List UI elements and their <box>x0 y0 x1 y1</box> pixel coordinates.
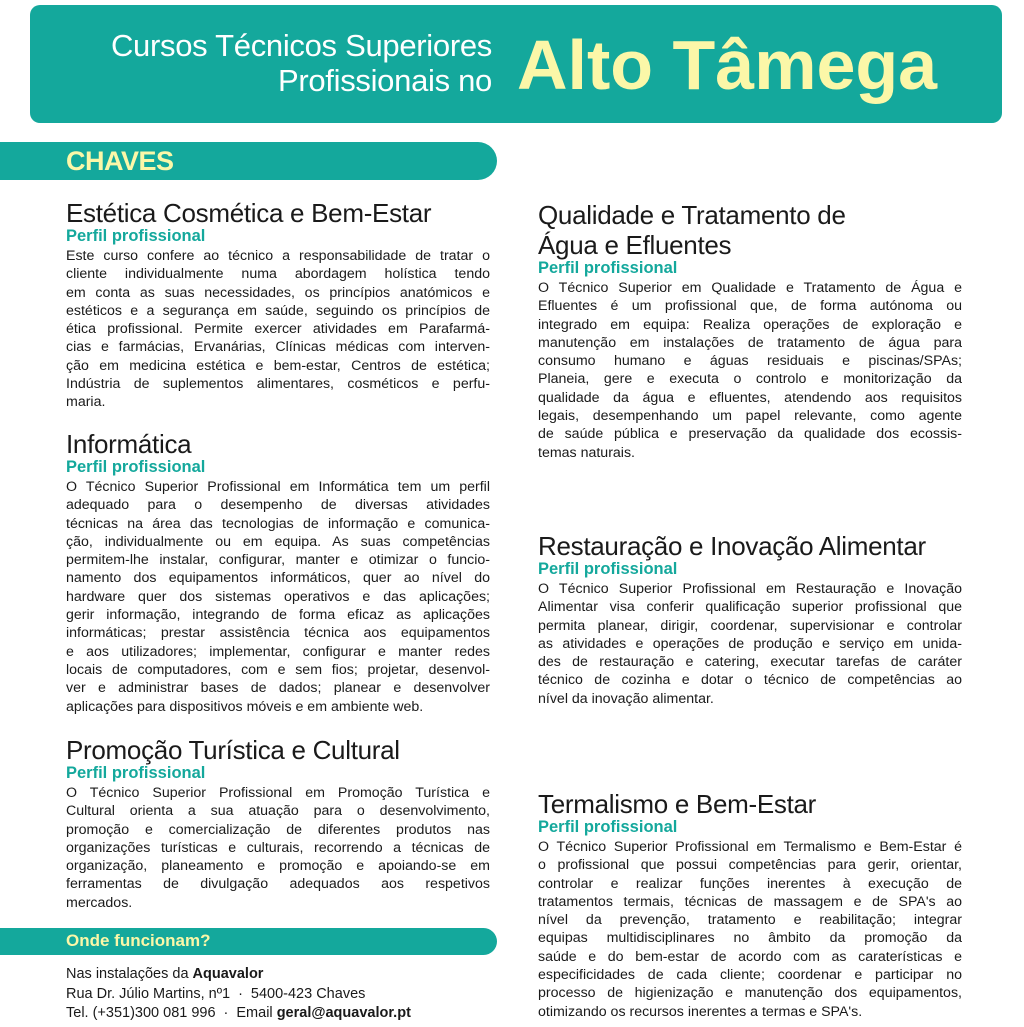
city-bar <box>0 142 497 180</box>
course-title: Informática <box>66 429 192 459</box>
description-line: as atividades e operações de produção e serviço em unida- <box>538 635 962 652</box>
description-line: des de restauração e catering, executar tarefas de caráter <box>538 654 962 671</box>
description-line: técnicas na área das tecnologias de informação e comunica- <box>66 515 490 532</box>
description-line: processo de higienização e manutenção dos equipamentos, <box>538 985 962 1002</box>
city-name: CHAVES <box>66 146 174 176</box>
description-line: consumo humano e águas residuais e piscinas/SPAs; <box>538 353 962 370</box>
description-line: otimizando os recursos inerentes a termas e SPA's. <box>538 1003 863 1020</box>
description-line: organizações turísticas e culturais, recorrendo a técnicas de <box>66 839 490 856</box>
description-line: legais, desempenhando um papel relevante, como agente <box>538 408 962 425</box>
profile-heading: Perfil profissional <box>66 227 206 245</box>
description-line: namento dos equipamentos informáticos, quer ao nível do <box>66 570 490 587</box>
description-line: técnico de cozinha e dotar o técnico de competências ao <box>538 672 962 689</box>
header-region-title: Alto Tâmega <box>517 26 938 104</box>
separator: · <box>223 1005 229 1021</box>
separator: · <box>238 985 243 1002</box>
course-section <box>66 429 490 716</box>
description-line: qualidade da água e efluentes, atendendo aos requisitos <box>538 389 962 406</box>
description-line: de saúde pública e preservação da qualidade dos ecossis- <box>538 426 962 443</box>
description-line: gerir informação, integrando de forma eficaz as aplicações <box>66 607 490 624</box>
header-banner <box>30 5 1002 123</box>
description-line: promoção e comercialização de diferentes produtos nas <box>66 821 490 838</box>
course-section <box>66 198 490 412</box>
description-line: permitem-lhe instalar, configurar, manter e otimizar o funcio- <box>66 552 490 569</box>
description-line: tratamentos termais, técnicas de massagem e de SPA's ao <box>538 893 962 910</box>
course-description <box>538 838 962 1021</box>
description-line: em conta as suas necessidades, os princípios anatómicos e <box>66 284 490 301</box>
description-line: nível da prevenção, tratamento e reabilitação; integrar <box>538 912 962 929</box>
where-heading: Onde funcionam? <box>66 931 211 950</box>
description-line: ética profissional. Permite exercer atividades em Parafarmá- <box>66 321 490 338</box>
course-title: Restauração e Inovação Alimentar <box>538 531 926 561</box>
description-line: ção em medicina estética e bem-estar, Centros de estética; <box>66 357 490 374</box>
profile-heading: Perfil profissional <box>538 259 678 277</box>
course-description <box>66 784 490 912</box>
address-street: Rua Dr. Júlio Martins, nº1 <box>66 985 231 1002</box>
description-line: o profissional que possui competências para gerir, orientar, <box>538 857 962 874</box>
description-line: ção, individualmente ou em equipa. As suas competências <box>66 533 490 550</box>
description-line: temas naturais. <box>538 444 635 461</box>
description-line: permita planear, dirigir, coordenar, supervisionar e controlar <box>538 617 962 634</box>
description-line: organização, planeamento e promoção e apoiando-se em <box>66 858 490 875</box>
description-line: equipas multidisciplinares no âmbito da promoção da <box>538 930 962 947</box>
description-line: Este curso confere ao técnico a responsabilidade de tratar o <box>66 248 490 264</box>
description-line: locais de computadores, com e sem fios; projetar, desenvol- <box>66 661 490 678</box>
profile-heading: Perfil profissional <box>66 764 206 782</box>
description-line: cias e farmácias, Ervanárias, Clínicas médicas com interven- <box>66 339 490 356</box>
description-line: manutenção em instalações de tratamento de água para <box>538 334 962 351</box>
description-line: Efluentes é um profissional que, de forma autónoma ou <box>538 298 962 315</box>
header-subtitle-line1: Cursos Técnicos Superiores <box>110 28 492 63</box>
description-line: estéticos e a segurança em saúde, seguindo os princípios de <box>66 302 490 319</box>
address-intro: Nas instalações da <box>66 966 189 982</box>
address-postal: 5400-423 Chaves <box>250 985 366 1002</box>
description-line: ferramentas de divulgação adequados aos respetivos <box>66 876 490 893</box>
description-line: especificidades de cada cliente; coordenar e participar no <box>538 967 962 984</box>
description-line: mercados. <box>66 894 133 911</box>
description-line: informáticas; prestar assistência técnica aos equipamentos <box>66 625 490 642</box>
description-line: Alimentar visa conferir qualificação superior profissional que <box>538 599 962 616</box>
where-bar <box>0 928 497 955</box>
description-line: O Técnico Superior Profissional em Termalismo e Bem-Estar é <box>538 839 962 855</box>
address-block <box>66 965 411 1024</box>
description-line: Planeia, gere e executa o controlo e monitorização da <box>538 371 962 388</box>
profile-heading: Perfil profissional <box>538 560 678 578</box>
description-line: controlar e realizar funções inerentes à execução de <box>538 875 962 892</box>
description-line: Indústria de suplementos alimentares, cosméticos e perfu- <box>66 376 490 393</box>
description-line: nível da inovação alimentar. <box>538 690 714 707</box>
description-line: O Técnico Superior Profissional em Informática tem um perfil <box>66 479 490 495</box>
course-description <box>66 247 490 412</box>
description-line: O Técnico Superior em Qualidade e Tratamento de Água e <box>538 280 962 296</box>
description-line: integrado em equipa: Realiza operações de exploração e <box>538 316 962 333</box>
description-line: adequado para o desempenho de diversas atividades <box>66 497 490 514</box>
description-line: maria. <box>66 394 106 411</box>
profile-heading: Perfil profissional <box>66 458 206 476</box>
description-line: e aos utilizadores; implementar, configurar e manter redes <box>66 643 490 660</box>
description-line: hardware quer dos sistemas operativos e das aplicações; <box>66 588 490 605</box>
organization-name: Aquavalor <box>192 966 264 982</box>
description-line: ver e administrar bases de dados; planear e desenvolver <box>66 680 490 697</box>
header-subtitle-line2: Profissionais no <box>277 63 492 98</box>
description-line: O Técnico Superior Profissional em Restauração e Inovação <box>538 581 962 597</box>
description-line: cliente individualmente numa abordagem holística tendo <box>66 266 490 283</box>
description-line: aplicações para dispositivos móveis e em ambiente web. <box>66 698 424 715</box>
course-section <box>538 789 962 1021</box>
course-section <box>538 200 962 462</box>
email-link[interactable]: geral@aquavalor.pt <box>276 1005 411 1021</box>
course-description <box>538 279 962 462</box>
course-title: Estética Cosmética e Bem-Estar <box>66 198 432 228</box>
course-title: Promoção Turística e Cultural <box>66 735 400 765</box>
telephone: Tel. (+351)300 081 996 <box>66 1005 216 1021</box>
course-title: Qualidade e Tratamento de <box>538 200 846 230</box>
description-line: O Técnico Superior Profissional em Promoção Turística e <box>66 785 490 801</box>
course-title: Termalismo e Bem-Estar <box>538 789 817 819</box>
email-label: Email <box>236 1005 273 1021</box>
course-section <box>538 531 962 708</box>
profile-heading: Perfil profissional <box>538 818 678 836</box>
course-description <box>538 580 962 708</box>
description-line: saúde e do bem-estar de acordo com as caraterísticas e <box>538 948 962 965</box>
course-title: Água e Efluentes <box>538 230 732 260</box>
course-section <box>66 735 490 912</box>
course-description <box>66 478 490 716</box>
description-line: Cultural orienta a sua atuação para o desenvolvimento, <box>66 803 490 820</box>
